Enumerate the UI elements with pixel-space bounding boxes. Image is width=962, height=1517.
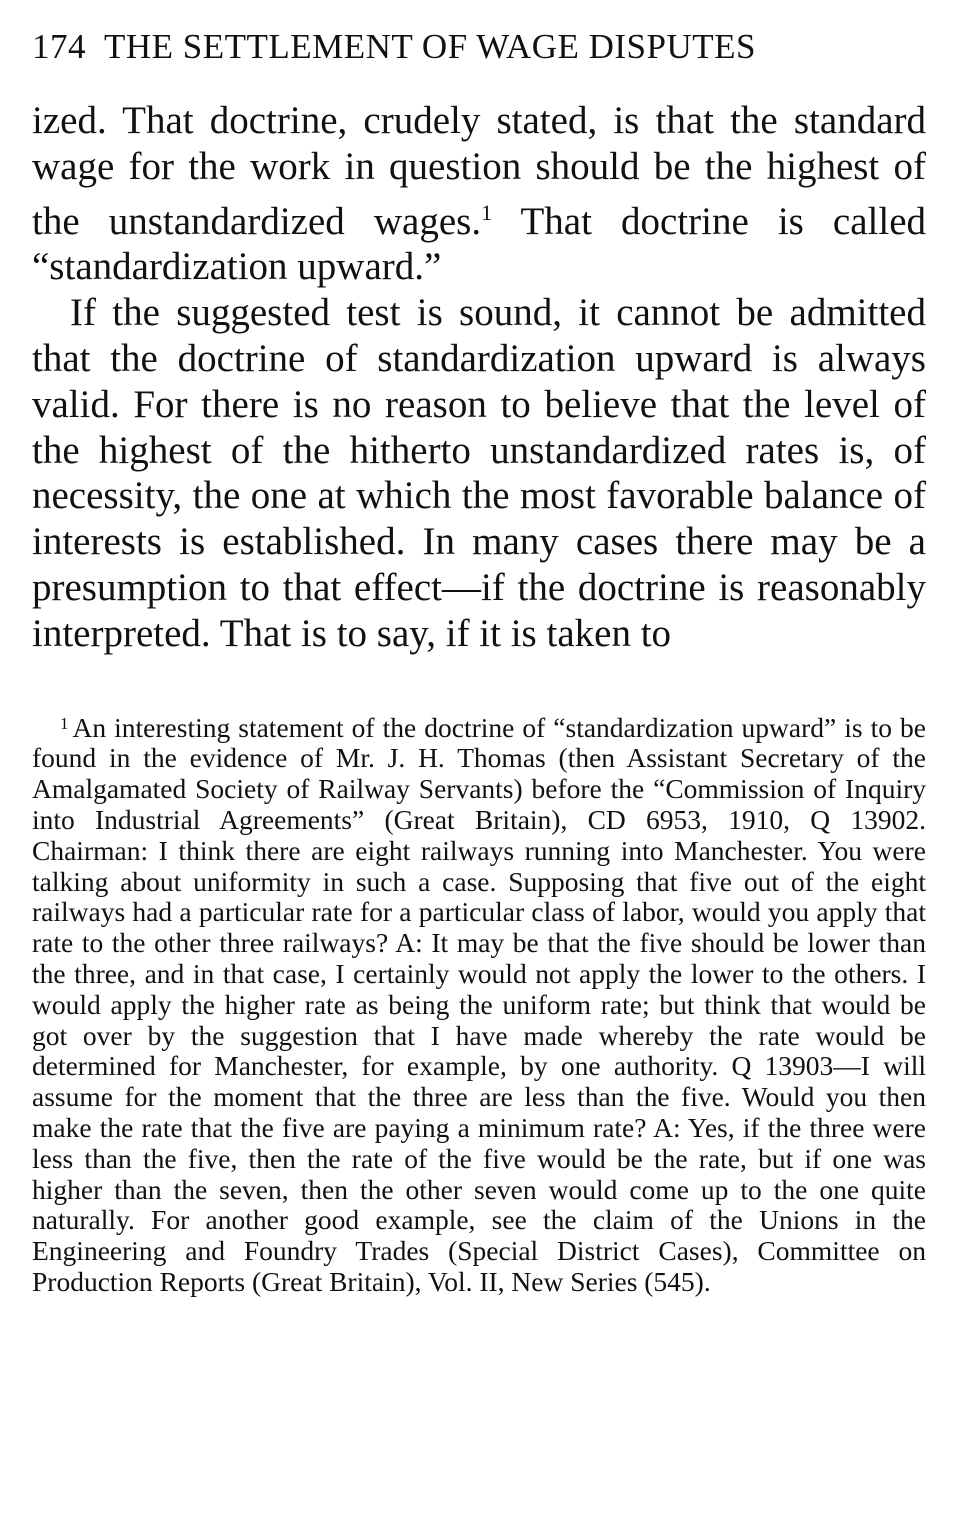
- running-title: THE SETTLEMENT OF WAGE DISPUTES: [104, 27, 756, 66]
- footnote-reference: 1: [481, 199, 493, 225]
- paragraph-1: [32, 98, 926, 290]
- book-page: [32, 22, 926, 1298]
- footnote-marker: 1: [60, 713, 69, 733]
- paragraph-1-text: ized. That doctrine, crudely stated, is that the standard wage for the work in question should be the highest of the unstandardized wages.: [32, 99, 926, 243]
- main-text: [32, 98, 926, 657]
- footnote: [32, 709, 926, 1298]
- paragraph-2: If the suggested test is sound, it cannot be admitted that the doctrine of standardization upward is always valid. For there is no reason to believe that the level of the highest of the hitherto unstandardized rates is, of necessity, the one at which the most favorable balance of interests is established. In many cases there may be a presumption to that effect—if the doctrine is reasonably interpreted. That is to say, if it is taken to: [32, 291, 926, 655]
- footnote-text: An interesting statement of the doctrine of “standardization upward” is to be found in the evidence of Mr. J. H. Thomas (then Assistant Secretary of the Amalgamated Society of Railway Servants) before the “Commission of Inquiry into Industrial Agreements” (Great Britain), CD 6953, 1910, Q 13902. Chairman: I think there are eight railways running into Manchester. You were talking about uniformity in such a case. Supposing that five out of the eight railways had a particular rate for a particular class of labor, would you apply that rate to the other three railways? A: It may be that the five should be lower than the three, and in that case, I certainly would not apply the lower to the others. I would apply the higher rate as being the uniform rate; but think that would be got over by the suggestion that I have made whereby the rate would be determined for Manchester, for example, by one authority. Q 13903—I will assume for the moment that the three are less than the five. Would you then make the rate that the five are paying a minimum rate? A: Yes, if the three were less than the five, then the rate of the five would be the rate, but if one was higher than the seven, then the other seven would come up to the one quite naturally. For another good example, see the claim of the Unions in the Engineering and Foundry Trades (Special District Cases), Committee on Production Reports (Great Britain), Vol. II, New Series (545).: [32, 711, 926, 1297]
- running-header: [32, 22, 926, 72]
- page-number: 174: [32, 27, 86, 66]
- paragraph-1-tail: That doctrine is called “standardization upward.”: [32, 199, 927, 289]
